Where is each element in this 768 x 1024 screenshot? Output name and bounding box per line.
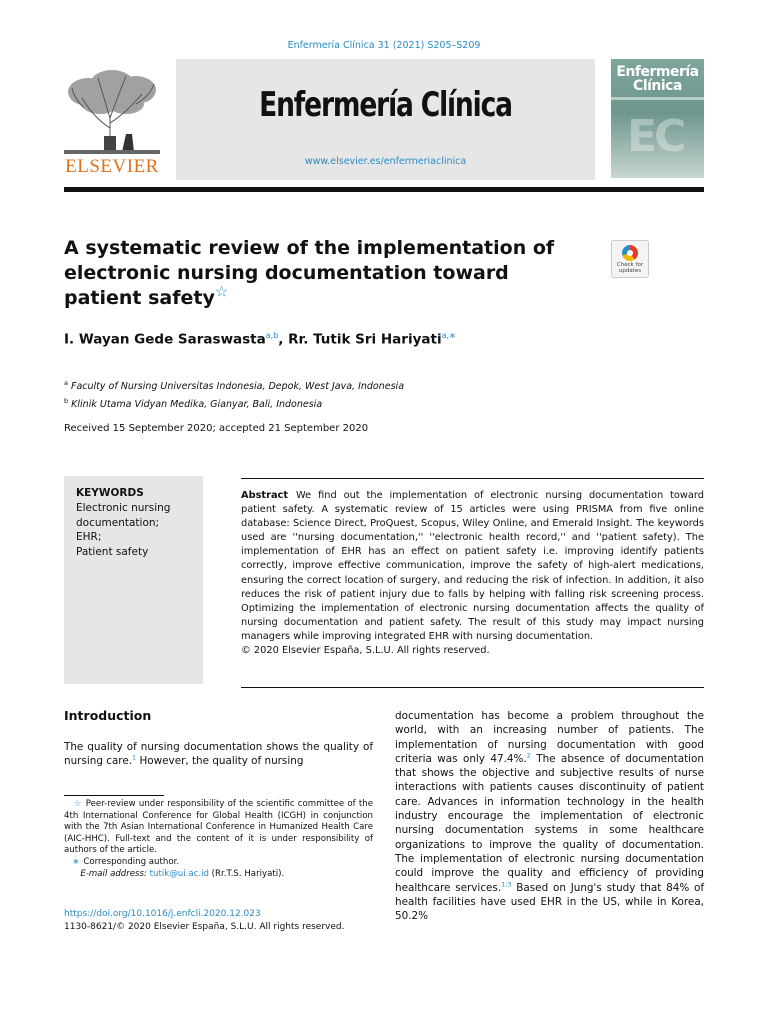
journal-url-link[interactable]: www.elsevier.es/enfermeriaclinica [304, 156, 467, 167]
left-column [64, 708, 373, 769]
affiliation-a: $^a$ Faculty of Nursing Universitas Indonesia, Depok, West Java, Indonesia [64, 379, 405, 393]
footnote-divider [64, 795, 164, 796]
cover-monogram: EC [627, 111, 684, 162]
issn-copyright: 1130-8621/© 2020 Elsevier España, S.L.U. All rights reserved. [64, 922, 345, 932]
journal-title: Enfermería Clínica [259, 85, 512, 125]
doi-link[interactable]: https://doi.org/10.1016/j.enfcli.2020.12.023 [64, 909, 261, 919]
journal-citation-link[interactable]: Enfermería Clínica 31 (2021) S205–S209 [287, 40, 481, 51]
cover-band [611, 97, 704, 100]
elsevier-tree-icon [64, 68, 160, 154]
article-title: A systematic review of the implementation of electronic nursing documentation toward patient safety☆ [64, 237, 555, 309]
section-heading-introduction: Introduction [64, 708, 152, 723]
cover-title: Enfermería Clínica [616, 64, 699, 94]
affiliation-b: $^b$ Klinik Utama Vidyan Medika, Gianyar, Bali, Indonesia [64, 397, 323, 411]
affiliations [64, 376, 404, 412]
body-paragraph: documentation has become a problem throughout the world, with an increasing number of patients. The implementation of nursing documentation with good criteria was only 47.4%.$^2$ The absence of documentation that shows the objective and subjective results of nurse interactions with patients causes discontinuity of patient care. Advances in information technology in the health industry encourage the implementation of electronic nursing documentation systems in some healthcare organizations to improve the quality of documentation. The implementation of electronic nursing documentation could improve the quality and efficiency of providing healthcare services.$^{1,3}$ Based on Jung's study that 84% of health facilities have used EHR in the US, while in Korea, 50.2% [395, 710, 704, 923]
crossmark-icon [622, 245, 638, 261]
citation-link[interactable]: 1 [132, 753, 137, 762]
citation-link[interactable]: 1,3 [501, 880, 512, 889]
abstract-top-rule [241, 478, 704, 479]
abstract-section [241, 489, 704, 658]
author-name: I. Wayan Gede Saraswasta [64, 331, 266, 348]
keyword-item: Electronic nursing [76, 502, 171, 514]
keywords-panel [64, 476, 203, 684]
abstract-copyright: © 2020 Elsevier España, S.L.U. All rights reserved. [241, 645, 490, 657]
elsevier-logo [64, 68, 160, 178]
journal-cover-image [611, 59, 704, 178]
abstract-label: Abstract [241, 490, 289, 501]
article-dates: Received 15 September 2020; accepted 21 September 2020 [64, 423, 369, 434]
check-for-updates-button[interactable] [611, 240, 649, 278]
footnote-star-mark: ☆ [73, 799, 82, 809]
crossmark-label: Check for updates [616, 262, 644, 274]
intro-paragraph: The quality of nursing documentation shows the quality of nursing care.$^1$ However, the quality of nursing [64, 741, 373, 768]
keywords-heading: KEYWORDS [76, 487, 144, 499]
author-affiliation-sup[interactable]: a,∗ [441, 331, 456, 340]
elsevier-wordmark: ELSEVIER [65, 156, 159, 177]
right-column [395, 709, 704, 923]
author-list: I. Wayan Gede Saraswasta$^{a,b}$, Rr. Tutik Sri Hariyati$^{a,∗}$ [64, 331, 456, 348]
author-name: Rr. Tutik Sri Hariyati [288, 331, 442, 348]
footnote-corresponding: ∗ Corresponding author. [72, 856, 180, 867]
header-divider [64, 187, 704, 192]
footnote-peer-review: ☆ Peer-review under responsibility of the scientific committee of the 4th International Conference for Global Health (ICGH) in conjunction with the 7th Asian International Conference in Humanized Health Care (AIC-HHC). Full-text and the content of it is under responsibility of authors of the article. [64, 799, 373, 856]
keyword-item: documentation; [76, 516, 160, 529]
citation-link[interactable]: 2 [526, 751, 531, 760]
footnote-email: E-mail address: tutik@ui.ac.id (Rr.T.S. Hariyati). [80, 868, 285, 879]
keyword-item: Patient safety [76, 545, 149, 558]
abstract-body [241, 489, 704, 644]
journal-masthead [176, 59, 595, 180]
footnotes [64, 799, 373, 880]
title-footnote-mark[interactable]: ☆ [214, 282, 229, 301]
abstract-bottom-rule [241, 687, 704, 688]
abstract-text: We find out the implementation of electronic nursing documentation toward patient safety. A systematic review of 15 articles were using PRISMA from five online database: Science Direct, ProQuest, Scopus, Wiley Online, and Emerald Insight. The keywords used are ''nursing documentation,'' ''electronic health record,'' and ''patient safety). The implementation of EHR has an effect on patient safety i.e. improving identify patients correctly, improve effective communication, improve the safety of high-alert medications, ensuring the correct location of surgery, and reducing the risk of infection. In addition, it also reduces the risk of patient injury due to falls by helping with falling risk screening process. Optimizing the implementation of electronic nursing documentation affects the quality of nursing documentation and patient safety. The result of this study may impact nursing managers while improving integrated EHR with nursing documentation. [241, 490, 704, 642]
keyword-item: EHR; [76, 531, 102, 543]
footnote-asterisk-mark: ∗ [72, 856, 80, 867]
email-link[interactable]: tutik@ui.ac.id [149, 868, 209, 879]
author-affiliation-sup[interactable]: a,b [265, 331, 279, 340]
